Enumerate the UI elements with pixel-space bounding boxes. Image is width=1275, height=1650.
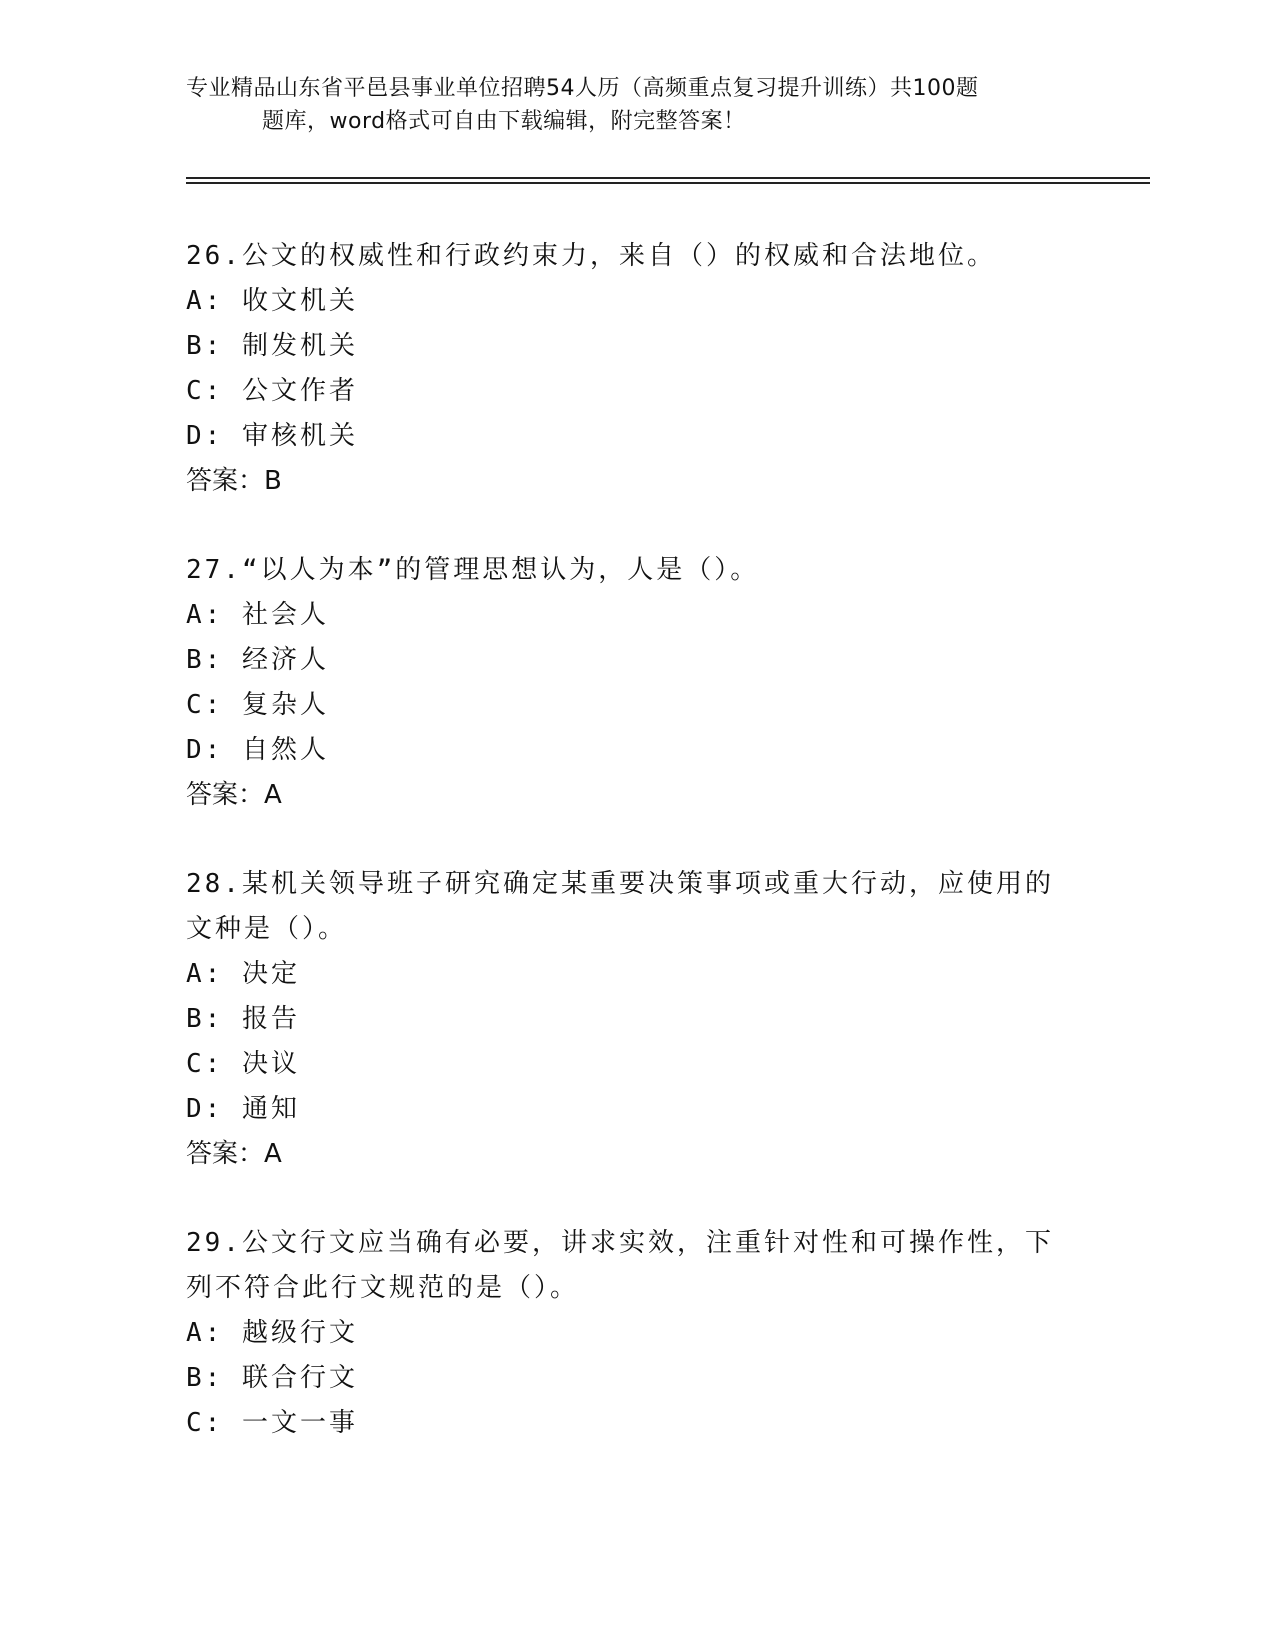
option-c: C: 复杂人 [186,690,329,720]
question-spacer [186,504,1066,548]
question-stem: 26.公文的权威性和行政约束力，来自（）的权威和合法地位。 [186,241,996,271]
question-stem: 29.公文行文应当确有必要，讲求实效，注重针对性和可操作性，下列不符合此行文规范的是（）。 [186,1228,1054,1303]
header-divider-bottom [186,182,1150,184]
answer-line: 答案：A [186,1139,282,1169]
option-b: B: 报告 [186,1004,300,1034]
option-a: A: 越级行文 [186,1318,358,1348]
option-b: B: 经济人 [186,645,329,675]
option-a: A: 决定 [186,959,300,989]
question-28 [186,862,1066,1177]
header-title-line1: 专业精品山东省平邑县事业单位招聘54人历（高频重点复习提升训练）共100题 [186,76,979,101]
option-a: A: 收文机关 [186,286,358,316]
option-a: A: 社会人 [186,600,329,630]
option-b: B: 联合行文 [186,1363,358,1393]
question-stem: 28.某机关领导班子研究确定某重要决策事项或重大行动，应使用的文种是（）。 [186,869,1054,944]
option-d: D: 通知 [186,1094,300,1124]
option-c: C: 一文一事 [186,1408,358,1438]
question-spacer [186,818,1066,862]
option-c: C: 公文作者 [186,376,358,406]
question-stem: 27.“以人为本”的管理思想认为，人是（）。 [186,555,760,585]
question-26 [186,234,1066,504]
question-29 [186,1221,1066,1446]
option-d: D: 自然人 [186,735,329,765]
option-b: B: 制发机关 [186,331,358,361]
question-27 [186,548,1066,818]
option-c: C: 决议 [186,1049,300,1079]
question-spacer [186,1177,1066,1221]
header-title-line2: 题库，word格式可自由下载编辑，附完整答案！ [262,109,746,134]
option-d: D: 审核机关 [186,421,358,451]
question-list [186,234,1066,1446]
answer-line: 答案：A [186,780,282,810]
header-divider-top [186,177,1150,179]
document-header [186,72,1066,138]
answer-line: 答案：B [186,466,282,496]
